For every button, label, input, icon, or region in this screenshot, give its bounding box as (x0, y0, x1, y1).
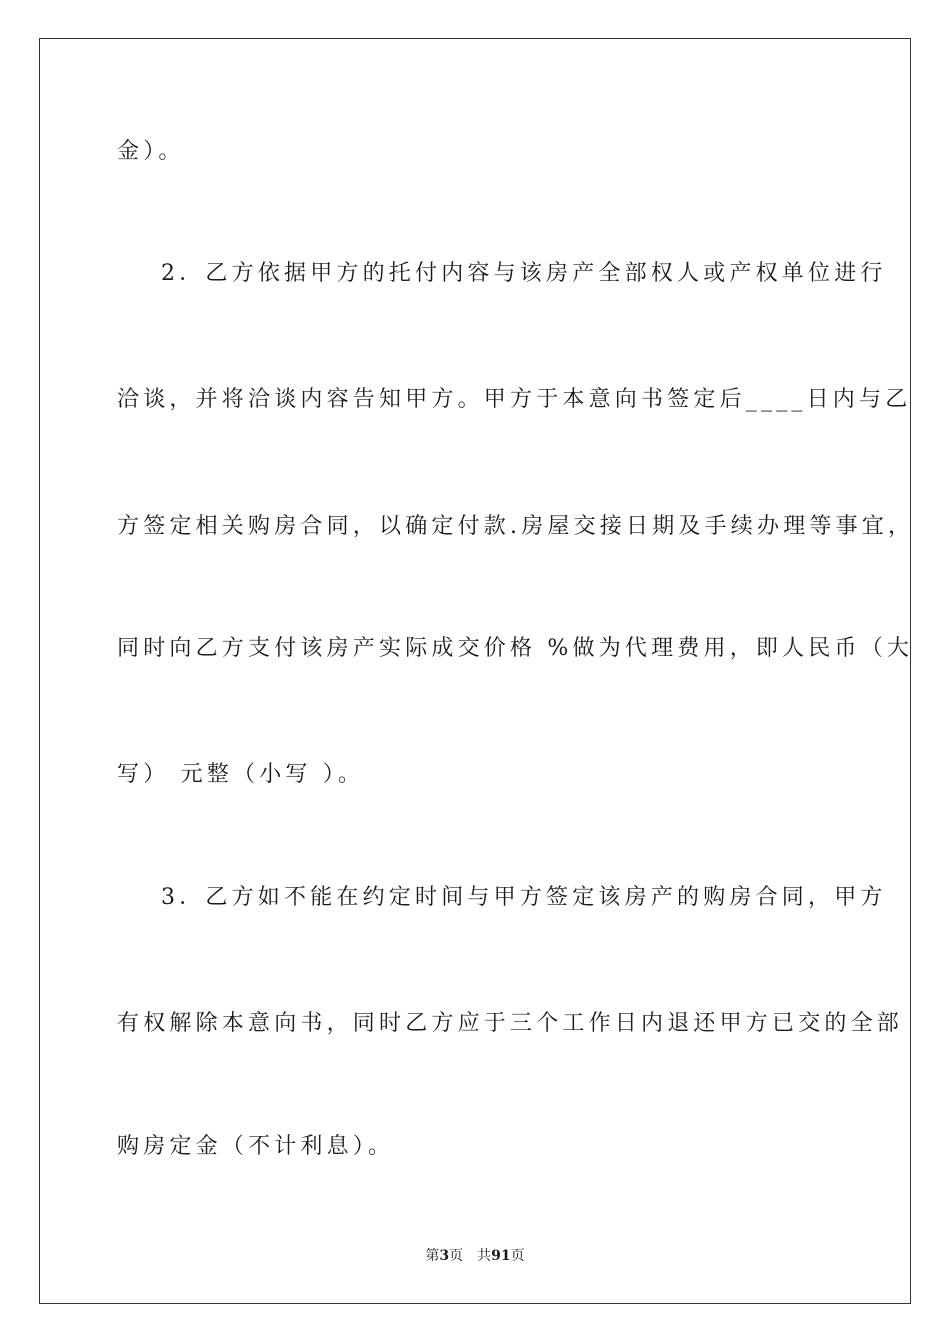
page-footer (0, 1247, 950, 1265)
total-pages-number: 91 (491, 1248, 511, 1264)
footer-prefix: 第 (425, 1248, 440, 1264)
current-page-number: 3 (439, 1248, 450, 1264)
footer-total-prefix: 共 (477, 1248, 492, 1264)
footer-total-suffix: 页 (510, 1248, 525, 1264)
text-line-4: 方签定相关购房合同，以确定付款.房屋交接日期及手续办理等事宜， (117, 514, 915, 539)
text-line-8: 有权解除本意向书，同时乙方应于三个工作日内退还甲方已交的全部 (117, 1011, 904, 1036)
text-line-9: 购房定金（不计利息）。 (117, 1134, 395, 1159)
text-line-7: 3．乙方如不能在约定时间与甲方签定该房产的购房合同，甲方 (161, 885, 887, 910)
page-border (39, 38, 915, 1304)
text-line-5: 同时向乙方支付该房产实际成交价格 %做为代理费用，即人民币（大 (117, 636, 914, 661)
text-line-1: 金）。 (117, 139, 185, 164)
text-line-2: 2．乙方依据甲方的托付内容与该房产全部权人或产权单位进行 (161, 261, 887, 286)
footer-page-suffix: 页 (449, 1248, 464, 1264)
text-line-3: 洽谈，并将洽谈内容告知甲方。甲方于本意向书签定后____日内与乙 (117, 387, 912, 412)
text-line-6: 写） 元整（小写 ）。 (117, 762, 365, 787)
